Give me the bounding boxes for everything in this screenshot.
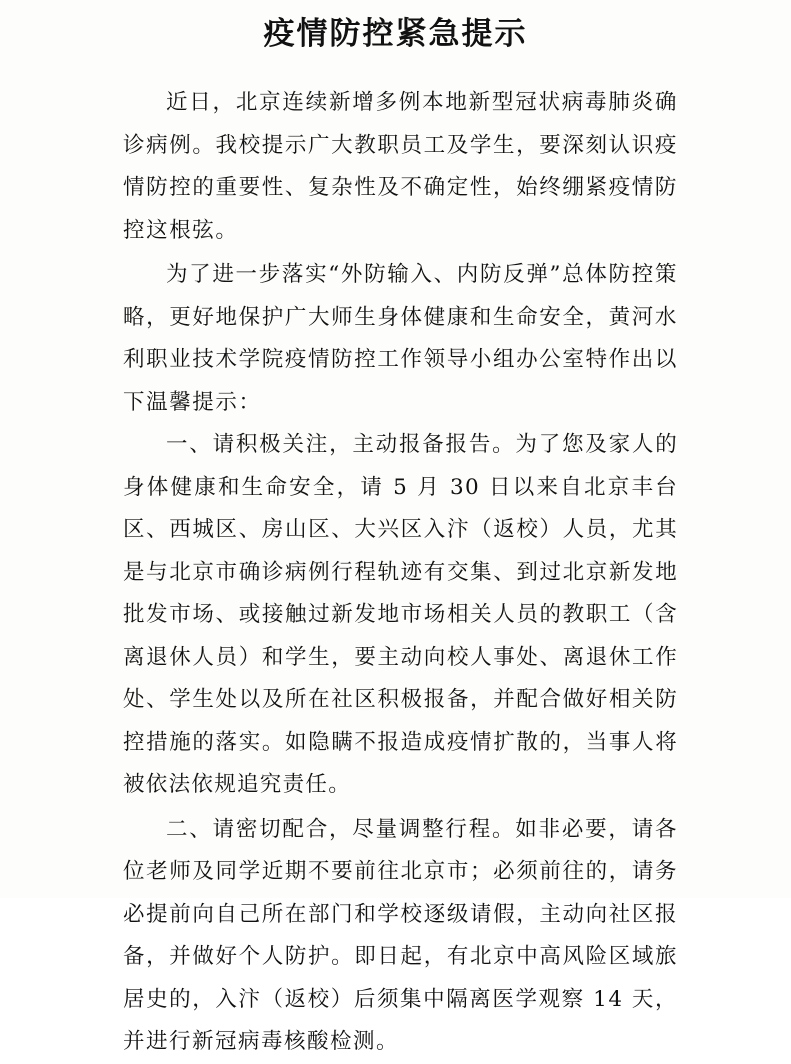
- paragraph-strategy: 为了进一步落实“外防输入、内防反弹”总体防控策略，更好地保护广大师生身体健康和生命安全，黄河水利职业技术学院疫情防控工作领导小组办公室特作出以下温馨提示：: [123, 262, 678, 415]
- paragraph-intro: 近日，北京连续新增多例本地新型冠状病毒肺炎确诊病例。我校提示广大教职员工及学生，要深刻认识疫情防控的重要性、复杂性及不确定性，始终绷紧疫情防控这根弦。: [123, 90, 678, 243]
- document-body: [123, 82, 678, 1064]
- paragraph-item-one: 一、请积极关注，主动报备报告。为了您及家人的身体健康和生命安全，请 5 月 30 日以来自北京丰台区、西城区、房山区、大兴区入汴（返校）人员，尤其是与北京市确诊病例行程轨迹有交集、到过北京新发地批发市场、或接触过新发地市场相关人员的教职工（含离退休人员）和学生，要主动向校人事处、离退休工作处、学生处以及所在社区积极报备，并配合做好相关防控措施的落实。如隐瞒不报造成疫情扩散的，当事人将被依法依规追究责任。: [123, 432, 678, 797]
- paragraph-item-two: 二、请密切配合，尽量调整行程。如非必要，请各位老师及同学近期不要前往北京市；必须前往的，请务必提前向自己所在部门和学校逐级请假，主动向社区报备，并做好个人防护。即日起，有北京中高风险区域旅居史的，入汴（返校）后须集中隔离医学观察 14 天，并进行新冠病毒核酸检测。: [123, 816, 678, 1054]
- document-title: 疫情防控紧急提示: [263, 16, 528, 52]
